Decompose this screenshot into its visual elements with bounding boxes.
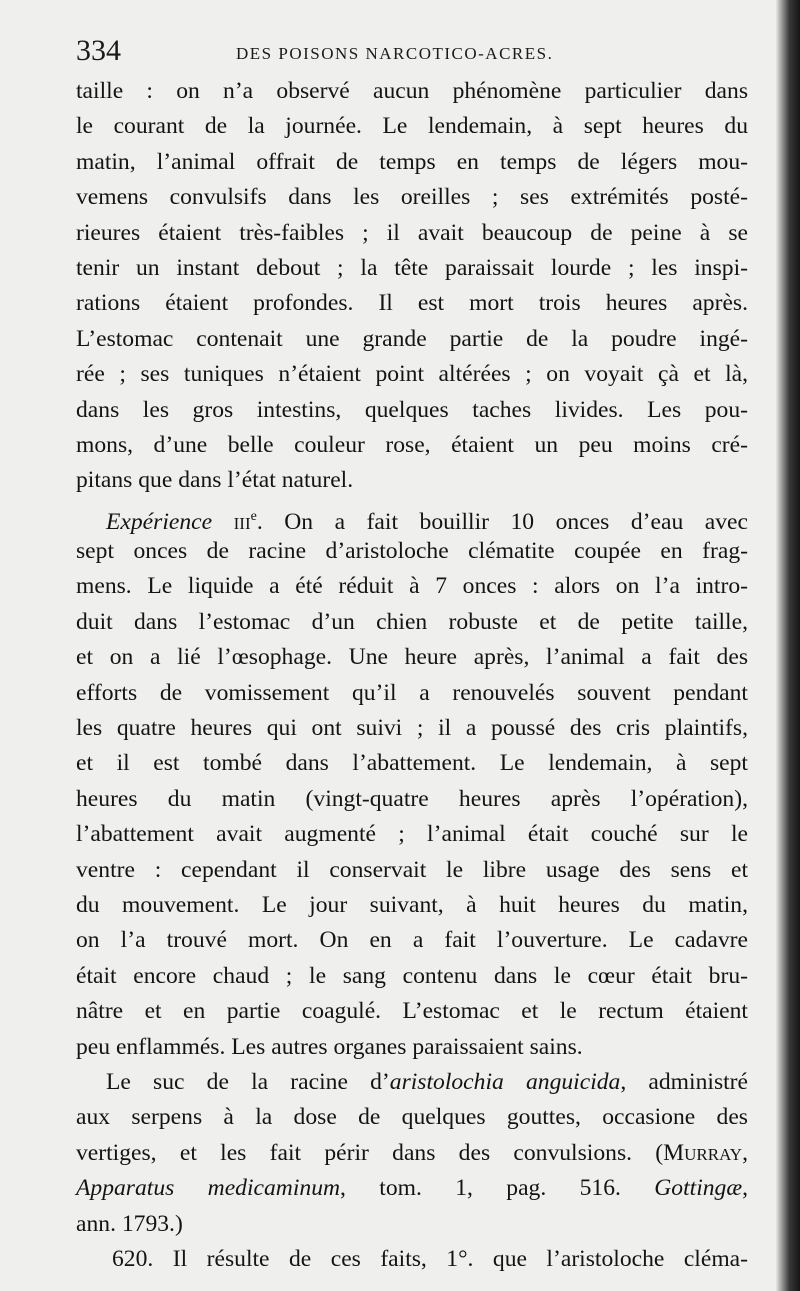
text-line: peu enflammés. Les autres organes paraissaient sains. (76, 1033, 583, 1060)
text-line: nâtre et en partie coagulé. L’estomac et le rectum étaient (76, 998, 748, 1025)
text-line: mens. Le liquide a été réduit à 7 onces : alors on l’a intro- (76, 573, 748, 600)
author-name: Murray (663, 1139, 743, 1166)
body-text (76, 74, 748, 1277)
numbered-paragraph-line: 620. Il résulte de ces faits, 1°. que l’aristoloche cléma- (112, 1245, 748, 1272)
text-line: duit dans l’estomac d’un chien robuste et de petite taille, (76, 608, 748, 635)
text-line (76, 1171, 748, 1206)
text-line: du mouvement. Le jour suivant, à huit heures du matin, (76, 891, 748, 918)
page-header (76, 34, 756, 70)
suc-text: vertiges, et les fait périr dans des convulsions. ( (76, 1139, 664, 1166)
text-line: mons, d’une belle couleur rose, étaient un peu moins cré- (76, 431, 748, 458)
text-line: pitans que dans l’état naturel. (76, 467, 354, 494)
text-line: rée ; ses tuniques n’étaient point altérées ; on voyait çà et là, (76, 361, 748, 388)
text-line (76, 1065, 748, 1100)
text-line: matin, l’animal offrait de temps en temps de légers mou- (76, 148, 748, 175)
text-line: rieures étaient très-faibles ; il avait beaucoup de peine à se (76, 219, 748, 246)
species-name: aristolochia anguicida (389, 1068, 621, 1095)
suc-text: , (742, 1175, 748, 1202)
text-line: dans les gros intestins, quelques taches livides. Les pou- (76, 396, 748, 423)
experience-label: Expérience (106, 508, 213, 535)
text-line: efforts de vomissement qu’il a renouvelés souvent pendant (76, 679, 748, 706)
text-line: taille : on n’a observé aucun phénomène particulier dans (76, 78, 748, 104)
text-line: on l’a trouvé mort. On en a fait l’ouverture. Le cadavre (76, 927, 748, 954)
text-line (76, 1136, 748, 1171)
experience-heading-line (76, 499, 748, 534)
text-line: L’estomac contenait une grande partie de la poudre ingé- (76, 325, 748, 352)
experience-sup: e (250, 508, 257, 524)
text-line: les quatre heures qui ont suivi ; il a poussé des cris plaintifs, (76, 715, 748, 742)
running-head: DES POISONS NARCOTICO-ACRES. (236, 44, 554, 63)
suc-text: Le suc de la racine d’ (106, 1068, 390, 1095)
text-line: vemens convulsifs dans les oreilles ; ses extrémités posté- (76, 184, 748, 211)
suc-text: , (742, 1139, 748, 1166)
text-line: et il est tombé dans l’abattement. Le lendemain, à sept (76, 750, 748, 777)
experience-numeral: iii (233, 508, 251, 535)
text-line: aux serpens à la dose de quelques gouttes, occasione des (76, 1104, 748, 1131)
place-name: Gottingæ (654, 1175, 743, 1202)
book-title: Apparatus medicaminum (76, 1175, 341, 1202)
suc-text: , tom. 1, pag. 516. (340, 1175, 655, 1202)
suc-text: , administré (620, 1068, 749, 1095)
text-line: rations étaient profondes. Il est mort trois heures après. (76, 290, 748, 317)
text-line: le courant de la journée. Le lendemain, à sept heures du (76, 113, 748, 140)
page-edge-shadow (776, 0, 800, 1291)
text-line: heures du matin (vingt-quatre heures après l’opération), (76, 785, 748, 812)
text-line: ann. 1793.) (76, 1210, 183, 1237)
text-line: l’abattement avait augmenté ; l’animal était couché sur le (76, 821, 748, 848)
text-line: ventre : cependant il conservait le libre usage des sens et (76, 856, 748, 883)
text-line: et on a lié l’œsophage. Une heure après, l’animal a fait des (76, 644, 748, 671)
text-line: sept onces de racine d’aristoloche clématite coupée en frag- (76, 538, 748, 565)
text-line: était encore chaud ; le sang contenu dans le cœur était bru- (76, 962, 748, 989)
page-number: 334 (76, 34, 121, 67)
text-line: tenir un instant debout ; la tête paraissait lourde ; les inspi- (76, 254, 748, 281)
experience-first-line: . On a fait bouillir 10 onces d’eau avec (256, 508, 748, 535)
